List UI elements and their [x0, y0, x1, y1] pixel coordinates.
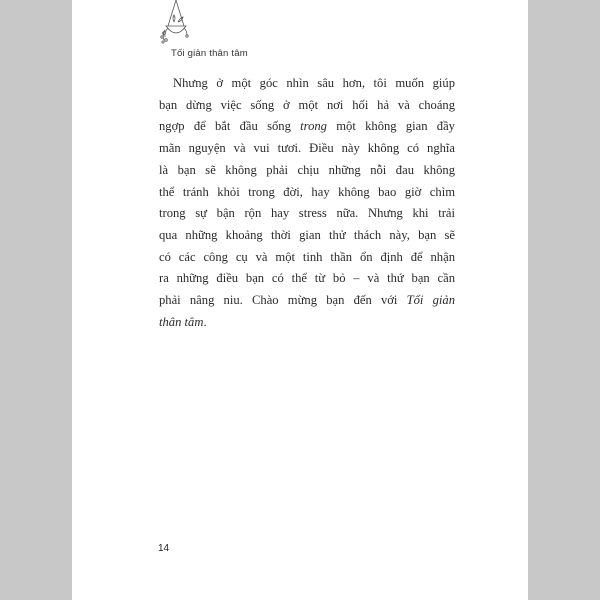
text-line: mãn nguyện và vui tươi. Điều này không có nghĩa [159, 141, 455, 156]
text-line [159, 290, 455, 312]
text-line: ra những điều bạn có thể từ bỏ – và thứ bạn cần [159, 271, 455, 286]
running-header: Tối giản thân tâm [171, 48, 248, 59]
text-line: bạn dừng việc sống ở một nơi hối hả và choáng [159, 97, 455, 112]
book-title-emphasis: thân tâm [159, 314, 204, 329]
text-line: có các công cụ và một tinh thần ổn định để nhận [159, 249, 455, 264]
text-segment: phải nâng niu. Chào mừng bạn đến với [159, 293, 407, 308]
text-line [159, 312, 455, 334]
body-paragraph [159, 73, 455, 333]
text-segment: . [203, 314, 207, 329]
book-page [72, 0, 528, 600]
text-segment: một không gian đầy [326, 119, 455, 134]
text-line: thể tránh khỏi trong đời, hay không bao giờ chìm [159, 184, 455, 199]
hanging-plant-icon [152, 0, 200, 46]
text-segment: ngợp để bắt đầu sống [159, 119, 301, 134]
page-number: 14 [158, 543, 170, 554]
text-line: qua những khoảng thời gian thử thách này, bạn sẽ [159, 227, 455, 242]
text-line [159, 116, 455, 138]
emphasis-text: trong [300, 119, 327, 134]
text-line: trong sự bận rộn hay stress nữa. Nhưng khi trải [159, 206, 455, 221]
text-line: là bạn sẽ không phải chịu những nỗi đau không [159, 162, 455, 177]
book-title-emphasis: Tối giản [406, 293, 455, 308]
text-line: Nhưng ở một góc nhìn sâu hơn, tôi muốn giúp [173, 76, 455, 90]
